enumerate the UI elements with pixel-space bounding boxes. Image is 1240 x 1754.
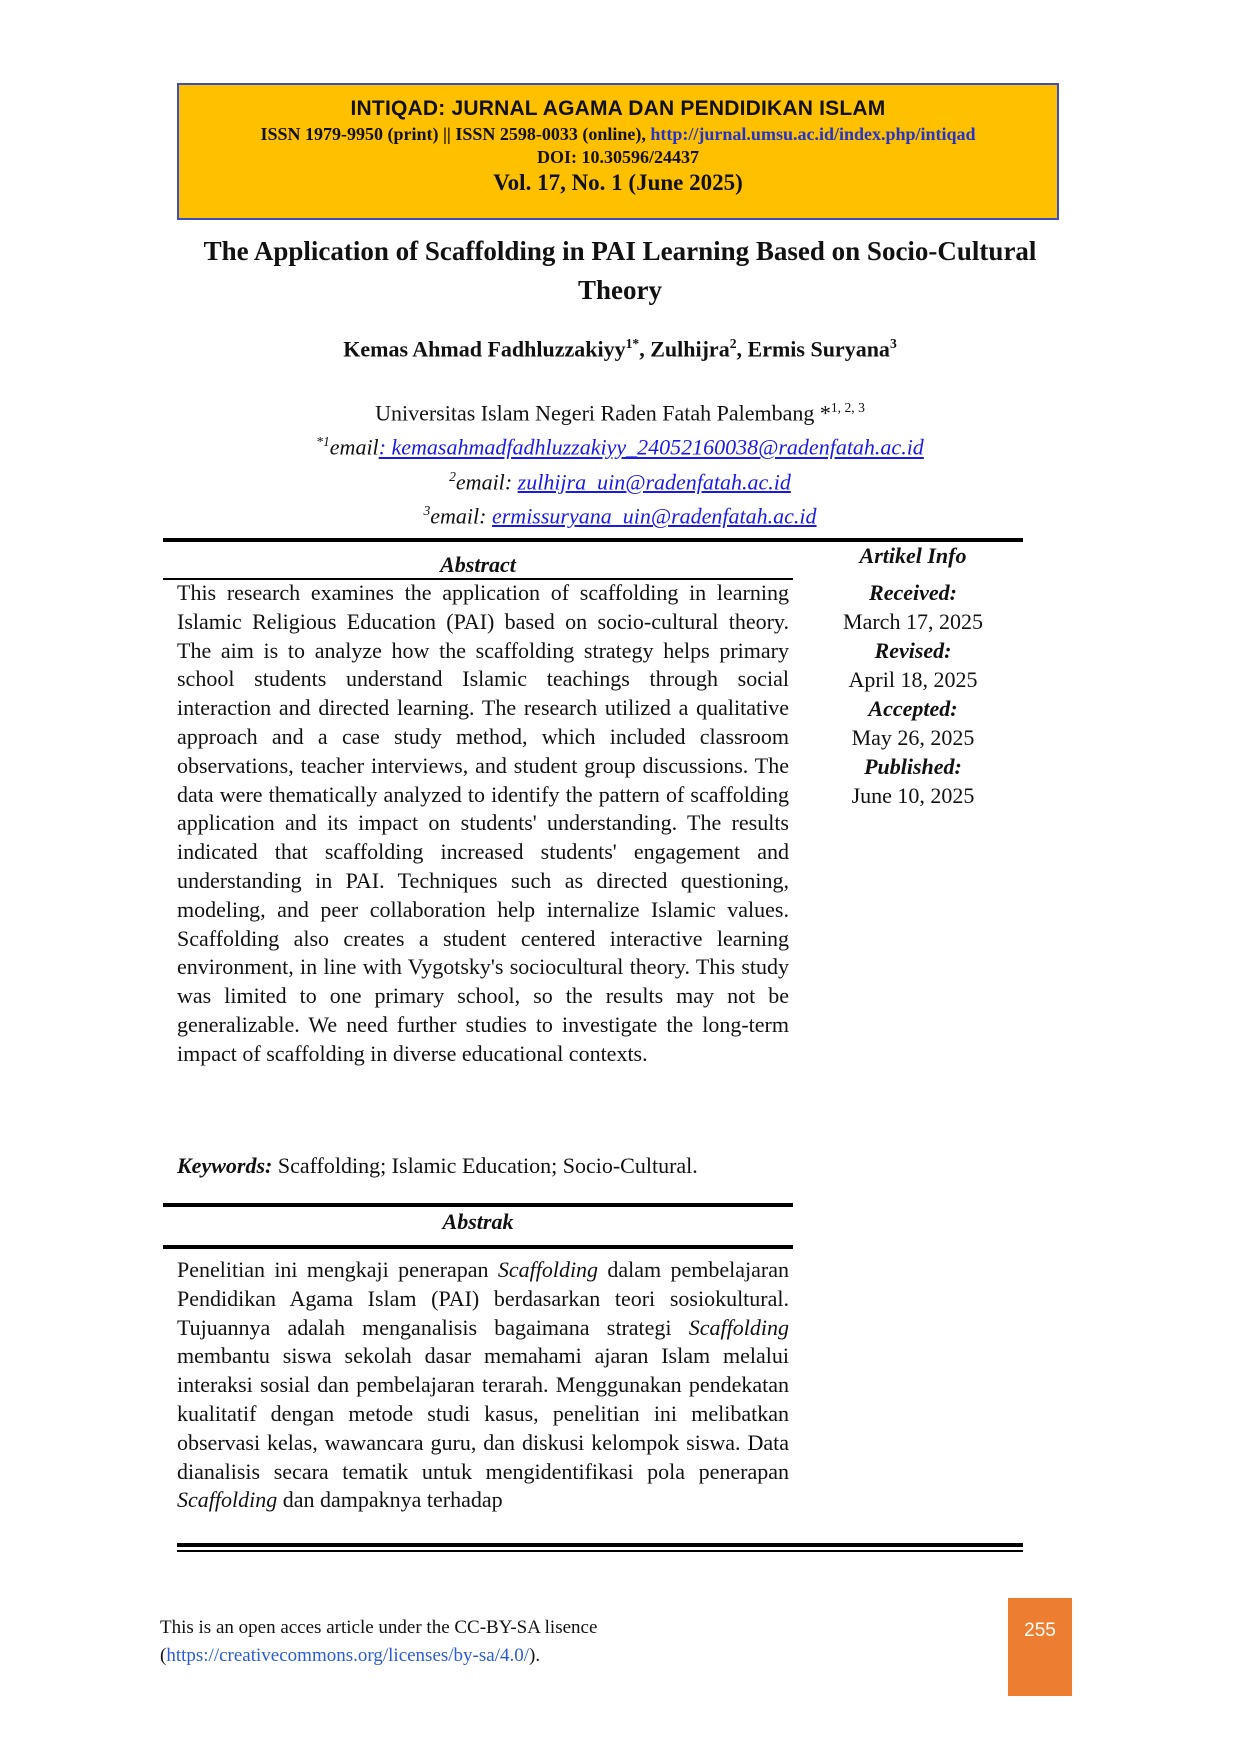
keywords-line <box>177 1153 789 1179</box>
affiliation-block <box>200 393 1040 530</box>
author-name: Ermis Suryana <box>747 336 890 362</box>
paren-open: ( <box>160 1645 167 1666</box>
institution-name: Universitas Islam Negeri Raden Fatah Palembang * <box>375 400 831 426</box>
license-line: This is an open acces article under the CC-BY-SA lisence <box>160 1617 598 1638</box>
email-line <box>200 462 1040 496</box>
abstrak-segment-italic: Scaffolding <box>688 1314 789 1340</box>
bottom-rule-1 <box>177 1543 1023 1547</box>
revised-date: April 18, 2025 <box>848 667 978 692</box>
keywords-label: Keywords: <box>177 1153 273 1178</box>
email-link[interactable]: : <box>378 434 387 460</box>
abstrak-bottom-rule <box>163 1245 793 1249</box>
abstrak-top-rule <box>163 1203 793 1207</box>
page-number: 255 <box>1024 1620 1056 1641</box>
abstrak-segment-italic: Scaffolding <box>497 1257 599 1282</box>
license-url-link[interactable]: https://creativecommons.org/licenses/by-sa/4.0/ <box>166 1645 530 1666</box>
abstrak-segment: dan dampaknya terhadap <box>277 1487 503 1513</box>
author-sup: 1* <box>625 336 640 351</box>
email-label: email <box>455 468 505 494</box>
issn-text: ISSN 1979-9950 (print) || ISSN 2598-0033 (online), <box>260 124 651 144</box>
bottom-rule-2 <box>177 1550 1023 1552</box>
accepted-label: Accepted: <box>868 696 958 721</box>
article-info <box>813 541 1013 810</box>
journal-header <box>177 83 1059 220</box>
email-colon: : <box>504 468 518 494</box>
abstrak-heading: Abstrak <box>442 1209 514 1234</box>
author-list <box>200 336 1040 362</box>
email-link[interactable]: zulhijra_uin@radenfatah.ac.id <box>517 468 791 494</box>
license-footer <box>160 1614 597 1670</box>
received-date: March 17, 2025 <box>843 609 983 634</box>
email-link[interactable]: ermissuryana_uin@radenfatah.ac.id <box>491 503 817 529</box>
author-name: Kemas Ahmad Fadhluzzakiyy <box>343 336 626 362</box>
abstrak-segment: dalam pembelajaran Pendidikan Agama Islam (PAI) berdasarkan teori sosiokultural. Tujuannya adalah menganalisis bagaimana strategi <box>177 1257 789 1340</box>
paren-close: ). <box>529 1645 541 1666</box>
institution-sup: 1, 2, 3 <box>830 400 865 415</box>
page-number-badge <box>1008 1598 1072 1696</box>
author-sup: 3 <box>889 336 897 351</box>
abstrak-text <box>177 1256 789 1515</box>
email-label: email <box>329 434 379 460</box>
author-separator: , <box>736 336 748 362</box>
email-sup: 2 <box>449 468 456 484</box>
abstrak-segment: Penelitian ini mengkaji penerapan <box>177 1257 498 1282</box>
journal-url-link[interactable]: http://jurnal.umsu.ac.id/index.php/intiqad <box>650 124 976 144</box>
license-url-line <box>160 1642 597 1670</box>
revised-label: Revised: <box>874 638 952 663</box>
author-name: Zulhijra <box>650 336 730 362</box>
accepted-date: May 26, 2025 <box>851 725 975 750</box>
email-sup: 3 <box>423 502 431 518</box>
institution-line <box>200 393 1040 427</box>
published-date: June 10, 2025 <box>851 783 975 808</box>
abstrak-segment-italic: Scaffolding <box>177 1487 278 1513</box>
email-line <box>200 427 1040 461</box>
paper-title: The Application of Scaffolding in PAI Learning Based on Socio-Cultural Theory <box>203 236 1037 305</box>
journal-name: INTIQAD: JURNAL AGAMA DAN PENDIDIKAN ISLAM <box>350 97 886 120</box>
abstrak-segment: membantu siswa sekolah dasar memahami ajaran Islam melalui interaksi sosial dan pembelajaran terarah. Menggunakan pendekatan kualitatif dengan metode studi kasus, penelitian ini melibatkan observasi kelas, wawancara guru, dan diskusi kelompok siswa. Data dianalisis secara tematik untuk mengidentifikasi pola penerapan <box>177 1343 789 1484</box>
email-label: email <box>430 503 480 529</box>
author-sup: 2 <box>729 336 737 351</box>
received-label: Received: <box>869 580 957 605</box>
email-line <box>200 496 1040 530</box>
email-colon: : <box>479 503 492 529</box>
keywords-value: Scaffolding; Islamic Education; Socio-Cultural. <box>272 1153 698 1178</box>
email-link[interactable]: kemasahmadfadhluzzakiyy_24052160038@radenfatah.ac.id <box>386 434 924 460</box>
volume-line: Vol. 17, No. 1 (June 2025) <box>493 170 743 195</box>
doi-line: DOI: 10.30596/24437 <box>537 147 699 167</box>
article-info-heading: Artikel Info <box>859 543 967 568</box>
email-sup: *1 <box>316 434 330 450</box>
abstract-heading: Abstract <box>440 552 516 577</box>
issn-line <box>179 124 1057 145</box>
abstract-text: This research examines the application of scaffolding in learning Islamic Religious Education (PAI) based on socio-cultural theory. The aim is to analyze how the scaffolding strategy helps primary school students understand Islamic teachings through social interaction and directed learning. The research utilized a qualitative approach and a case study method, which included classroom observations, teacher interviews, and student group discussions. The data were thematically analyzed to identify the pattern of scaffolding application and its impact on students' understanding. The results indicated that scaffolding increased students' engagement and understanding in PAI. Techniques such as directed questioning, modeling, and peer collaboration help internalize Islamic values. Scaffolding also creates a student centered interactive learning environment, in line with Vygotsky's sociocultural theory. This study was limited to one primary school, so the results may not be generalizable. We need further studies to investigate the long-term impact of scaffolding in diverse educational contexts. <box>177 580 789 1066</box>
author-separator: , <box>639 336 651 362</box>
published-label: Published: <box>864 754 962 779</box>
